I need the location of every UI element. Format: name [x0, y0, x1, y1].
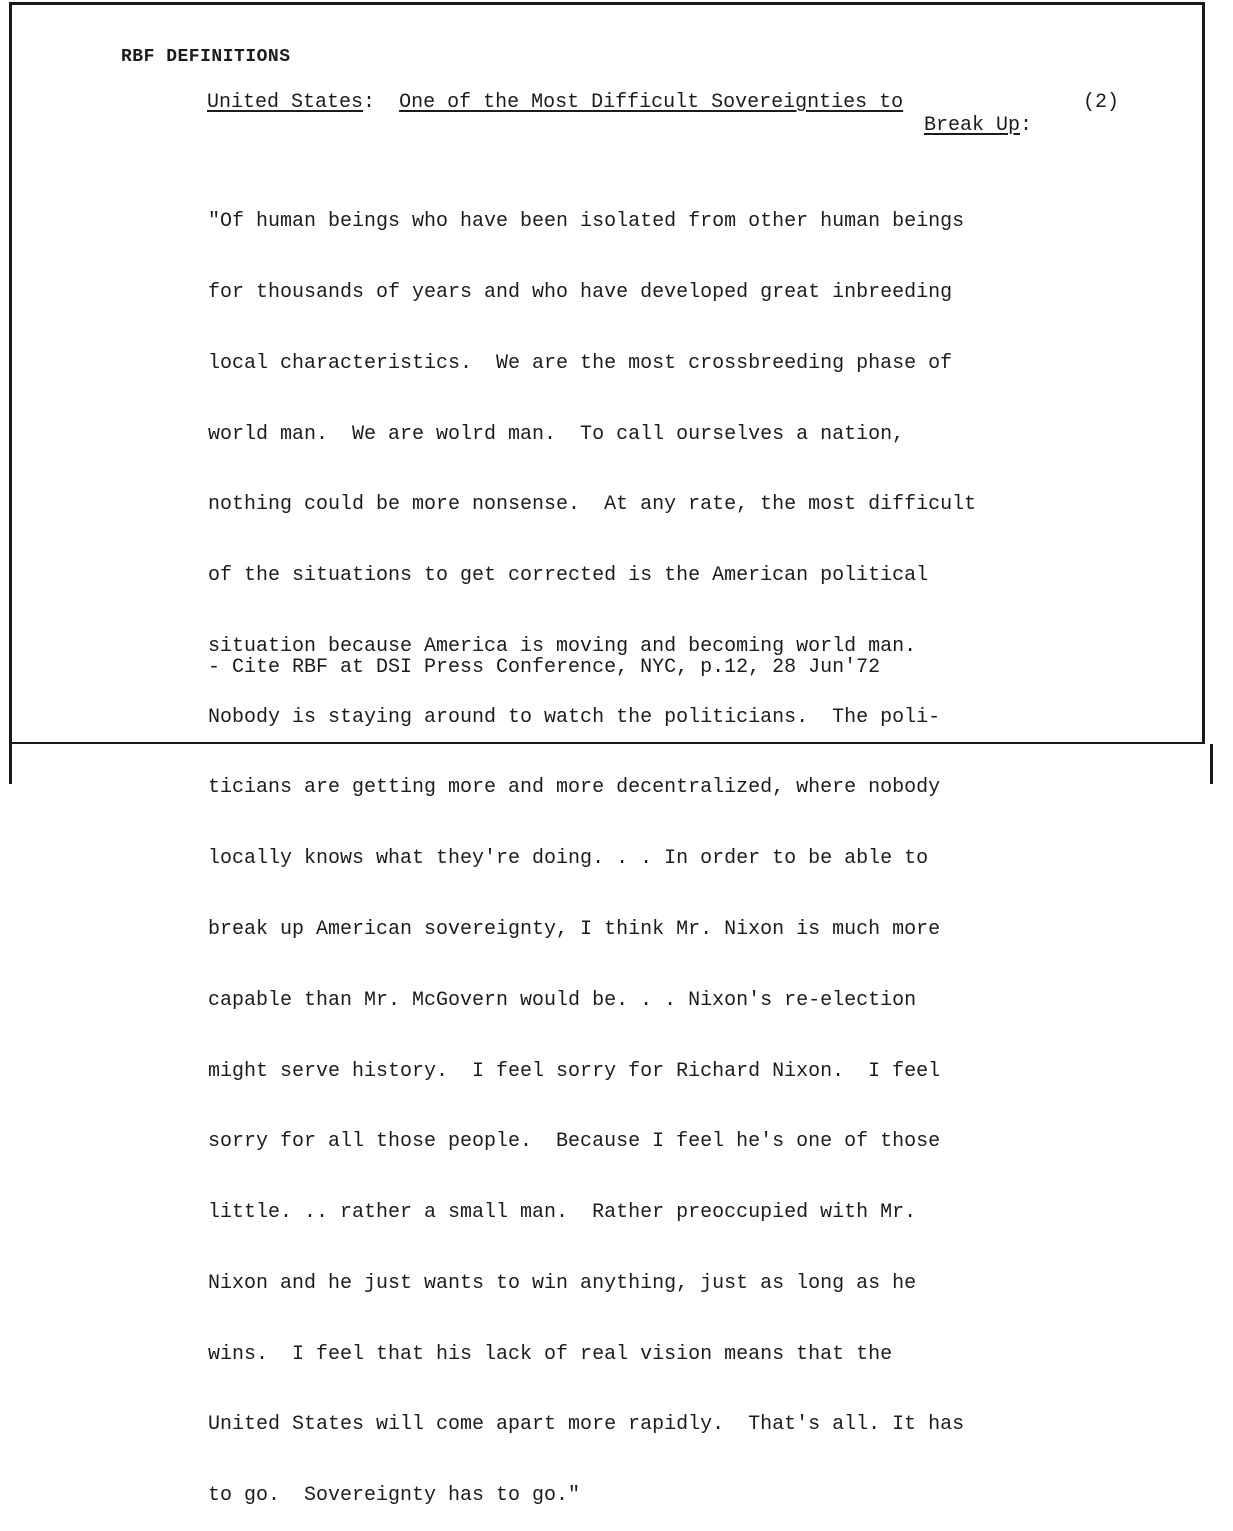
quote-line: ticians are getting more and more decentralized, where nobody	[208, 776, 941, 800]
entry-heading	[207, 91, 1032, 137]
quote-line: situation because America is moving and becoming world man.	[208, 634, 917, 658]
quote-line: might serve history. I feel sorry for Richard Nixon. I feel	[208, 1059, 941, 1083]
quote-line: Nixon and he just wants to win anything, just as long as he	[208, 1271, 917, 1295]
citation: - Cite RBF at DSI Press Conference, NYC, p.12, 28 Jun'72	[208, 656, 881, 679]
quote-line: of the situations to get corrected is the American political	[208, 564, 929, 588]
page-header: RBF DEFINITIONS	[121, 47, 291, 67]
entry-heading-colon: :	[1019, 114, 1032, 137]
quote-line: break up American sovereignty, I think Mr. Nixon is much more	[208, 918, 941, 941]
quote-line: "Of human beings who have been isolated from other human beings	[208, 210, 965, 234]
quote-body	[208, 163, 976, 1531]
entry-term: United States	[207, 91, 364, 114]
quote-line: world man. We are wolrd man. To call ourselves a nation,	[208, 422, 905, 446]
quote-line: local characteristics. We are the most crossbreeding phase of	[208, 351, 953, 375]
quote-line: for thousands of years and who have developed great inbreeding	[208, 280, 953, 304]
page-number: (2)	[1083, 91, 1120, 114]
quote-line: little. .. rather a small man. Rather preoccupied with Mr.	[208, 1201, 917, 1225]
quote-line: United States will come apart more rapidly. That's all. It has	[208, 1413, 965, 1437]
quote-line: capable than Mr. McGovern would be. . . Nixon's re-election	[208, 988, 917, 1012]
entry-heading-line1: One of the Most Difficult Sovereignties to	[399, 91, 904, 114]
quote-line: wins. I feel that his lack of real vision means that the	[208, 1342, 893, 1366]
quote-line: locally knows what they're doing. . . In order to be able to	[208, 847, 929, 871]
quote-line: to go. Sovereignty has to go."	[208, 1484, 581, 1508]
quote-line: nothing could be more nonsense. At any rate, the most difficult	[208, 493, 977, 517]
quote-line: sorry for all those people. Because I feel he's one of those	[208, 1130, 941, 1154]
quote-line: Nobody is staying around to watch the politicians. The poli-	[208, 705, 941, 729]
entry-heading-line2: Break Up	[923, 114, 1020, 137]
entry-term-colon: :	[363, 91, 376, 114]
